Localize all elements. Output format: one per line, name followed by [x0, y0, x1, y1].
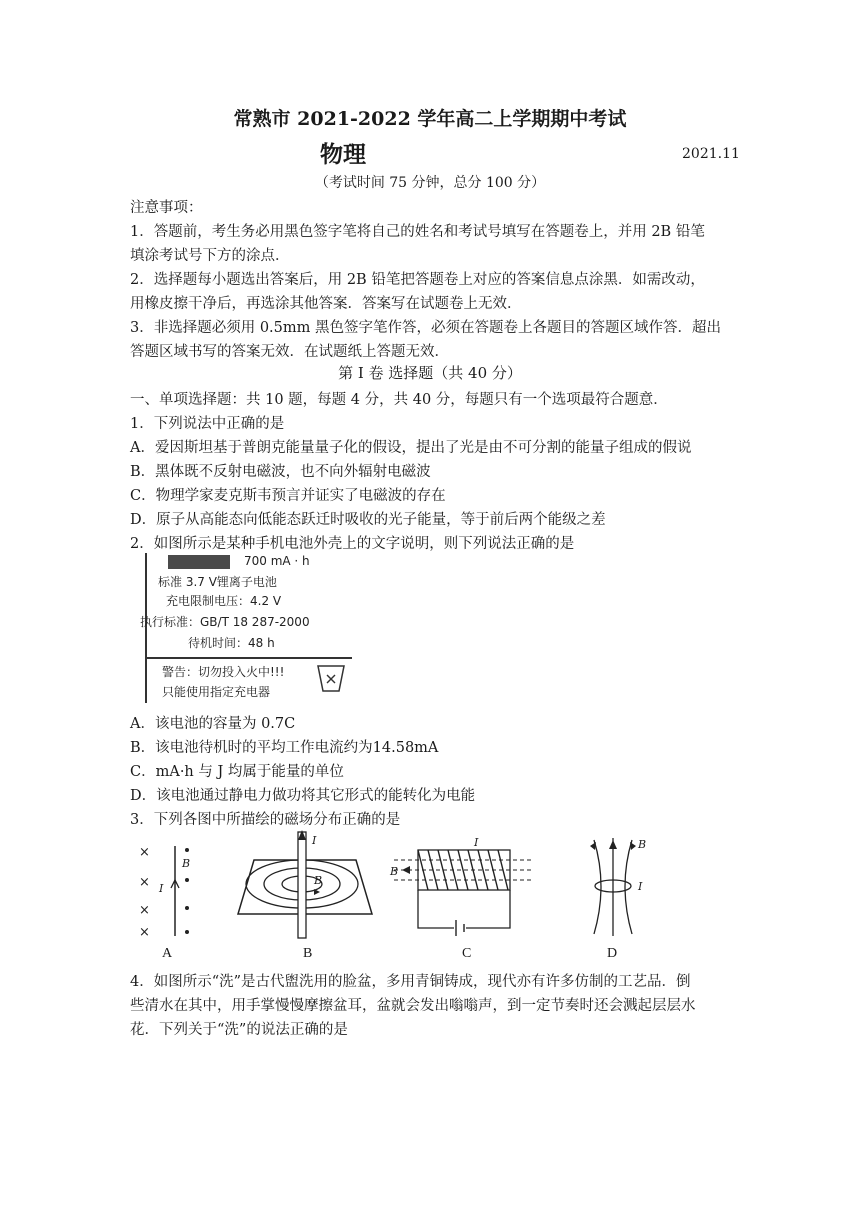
current-symbol: I	[474, 836, 479, 849]
redacted-brand-box	[168, 555, 230, 569]
figure-d-current-loop	[572, 836, 662, 946]
figure-label-b: B	[303, 946, 313, 961]
question-2-option-b: B．该电池待机时的平均工作电流约为14.58mA	[130, 740, 439, 756]
question-2-stem: 2．如图所示是某种手机电池外壳上的文字说明，则下列说法正确的是	[130, 536, 575, 552]
section-instruction: 一、单项选择题：共 10 题，每题 4 分，共 40 分，每题只有一个选项最符合题意．	[130, 392, 668, 408]
question-1-option-d: D．原子从高能态向低能态跃迁时吸收的光子能量，等于前后两个能级之差	[130, 512, 606, 528]
battery-label-figure	[140, 553, 352, 705]
svg-text:×: ×	[139, 903, 150, 918]
question-1-option-b: B．黑体既不反射电磁波，也不向外辐射电磁波	[130, 464, 431, 480]
current-symbol: I	[312, 834, 317, 847]
battery-warning: 只能使用指定充电器	[162, 685, 271, 699]
field-symbol: B	[314, 874, 323, 887]
exam-title: 常熟市 2021-2022 学年高二上学期期中考试	[233, 108, 627, 130]
battery-spec-line: 充电限制电压：4.2 V	[166, 594, 282, 608]
notice-line: 2．选择题每小题选出答案后，用 2B 铅笔把答题卷上对应的答案信息点涂黑．如需改动，	[130, 272, 705, 288]
question-3-stem: 3．下列各图中所描绘的磁场分布正确的是	[130, 812, 401, 828]
current-symbol: I	[159, 882, 164, 895]
section-title: 第 I 卷 选择题（共 40 分）	[338, 364, 522, 382]
subject-title: 物理	[320, 141, 366, 168]
battery-warning: 警告：切勿投入火中!!!	[162, 665, 285, 679]
notice-heading: 注意事项：	[130, 200, 203, 216]
field-symbol: B	[638, 838, 647, 851]
notice-line: 答题区域书写的答案无效．在试题纸上答题无效．	[130, 344, 449, 360]
question-4-line: 花．下列关于“洗”的说法正确的是	[130, 1022, 348, 1038]
question-2-option-c: C．mA·h 与 J 均属于能量的单位	[130, 764, 344, 780]
figure-c-solenoid	[388, 836, 538, 946]
svg-text:×: ×	[139, 875, 150, 890]
question-1-option-a: A．爱因斯坦基于普朗克能量量子化的假设，提出了光是由不可分割的能量子组成的假说	[130, 440, 692, 456]
figure-label-d: D	[607, 946, 618, 961]
question-2-option-d: D．该电池通过静电力做功将其它形式的能转化为电能	[130, 788, 476, 804]
current-symbol: I	[638, 880, 643, 893]
battery-capacity: 700 mA · h	[244, 554, 310, 568]
figure-a-straight-wire	[135, 836, 215, 946]
field-symbol: B	[390, 865, 399, 878]
battery-spec-line: 待机时间：48 h	[188, 636, 275, 650]
notice-line: 1．答题前，考生务必用黑色签字笔将自己的姓名和考试号填写在答题卷上，并用 2B 铅笔	[130, 224, 705, 240]
question-2-option-a: A．该电池的容量为 0.7C	[130, 716, 296, 732]
notice-line: 填涂考试号下方的涂点．	[130, 248, 290, 264]
figure-label-c: C	[462, 946, 472, 961]
question-4-line: 些清水在其中，用手掌慢慢摩擦盆耳，盆就会发出嗡嗡声，到一定节奏时还会溅起层层水	[130, 998, 696, 1014]
figure-b-wire-through-plane	[234, 828, 374, 946]
question-1-option-c: C．物理学家麦克斯韦预言并证实了电磁波的存在	[130, 488, 446, 504]
field-symbol: B	[182, 857, 191, 870]
svg-text:×: ×	[139, 845, 150, 860]
svg-text:×: ×	[139, 925, 150, 940]
exam-date: 2021.11	[682, 146, 740, 162]
no-fire-bin-icon	[316, 663, 346, 693]
label-divider	[145, 657, 352, 659]
exam-duration: （考试时间 75 分钟，总分 100 分）	[314, 175, 546, 191]
notice-line: 用橡皮擦干净后，再选涂其他答案．答案写在试题卷上无效．	[130, 296, 522, 312]
question-4-line: 4．如图所示“洗”是古代盥洗用的脸盆，多用青铜铸成，现代亦有许多仿制的工艺品．倒	[130, 974, 691, 990]
question-1-stem: 1．下列说法中正确的是	[130, 416, 285, 432]
battery-spec-line: 标准 3.7 V锂离子电池	[158, 575, 277, 589]
figure-label-a: A	[162, 946, 173, 961]
battery-spec-line: 执行标准：GB/T 18 287-2000	[140, 615, 310, 629]
notice-line: 3．非选择题必须用 0.5mm 黑色签字笔作答，必须在答题卷上各题目的答题区域作答．超出	[130, 320, 721, 336]
